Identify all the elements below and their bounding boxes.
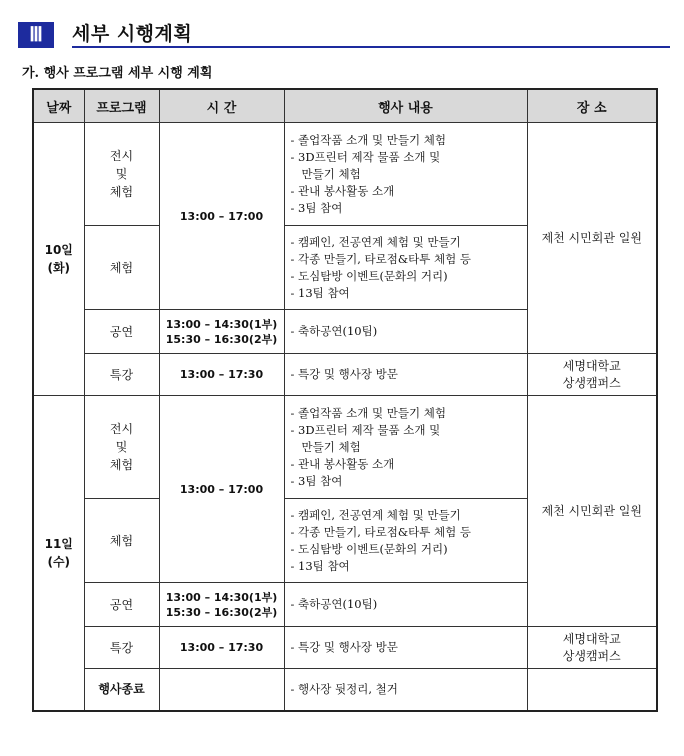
header-date: 날짜 xyxy=(33,89,84,123)
content-line: - 13팀 참여 xyxy=(290,285,350,300)
content-line: - 관내 봉사활동 소개 xyxy=(290,183,395,198)
content-cell xyxy=(284,123,527,226)
time-line: 13:00 – 14:30(1부) xyxy=(165,317,278,331)
program-label: 체험 xyxy=(109,458,134,472)
content-line: - 13팀 참여 xyxy=(290,558,350,573)
content-cell xyxy=(284,583,527,627)
date-weekday: (수) xyxy=(47,554,71,569)
content-cell xyxy=(284,310,527,354)
program-label: 전시 xyxy=(109,149,134,163)
content-line: - 3팀 참여 xyxy=(290,473,343,488)
table-row xyxy=(33,627,657,669)
content-line: - 관내 봉사활동 소개 xyxy=(290,456,395,471)
date-cell xyxy=(33,396,84,711)
program-cell: 체험 xyxy=(84,499,159,583)
place-cell xyxy=(527,354,657,396)
content-cell xyxy=(284,396,527,499)
content-line: - 캠페인, 전공연계 체험 및 만들기 xyxy=(290,507,461,522)
table-row xyxy=(33,123,657,226)
date-day: 11일 xyxy=(44,536,73,551)
table-row xyxy=(33,396,657,499)
program-label: 체험 xyxy=(109,185,134,199)
table-header-row xyxy=(33,89,657,123)
program-cell: 체험 xyxy=(84,226,159,310)
section-number-badge: Ⅲ xyxy=(18,22,54,48)
content-line: - 각종 만들기, 타로점&타투 체험 등 xyxy=(290,251,471,266)
content-line: - 3팀 참여 xyxy=(290,200,343,215)
place-line: 상생캠퍼스 xyxy=(562,648,621,663)
place-cell: 제천 시민회관 일원 xyxy=(527,123,657,354)
time-cell: 13:00 – 17:00 xyxy=(159,123,284,310)
content-line: - 3D프린터 제작 물품 소개 및 xyxy=(290,422,441,437)
program-label: 및 xyxy=(115,440,128,454)
program-label: 전시 xyxy=(109,422,134,436)
content-line: - 졸업작품 소개 및 만들기 체험 xyxy=(290,405,446,420)
content-line: - 3D프린터 제작 물품 소개 및 xyxy=(290,149,441,164)
content-line: - 축하공연(10팀) xyxy=(290,597,378,611)
header-place: 장 소 xyxy=(527,89,657,123)
program-cell: 행사종료 xyxy=(84,669,159,711)
content-line: - 특강 및 행사장 방문 xyxy=(290,640,398,654)
content-cell xyxy=(284,499,527,583)
time-line: 13:00 – 14:30(1부) xyxy=(165,590,278,604)
content-line: - 도심탐방 이벤트(문화의 거리) xyxy=(290,541,448,556)
place-line: 세명대학교 xyxy=(562,631,621,646)
date-cell xyxy=(33,123,84,396)
content-line: - 캠페인, 전공연계 체험 및 만들기 xyxy=(290,234,461,249)
place-cell xyxy=(527,627,657,669)
table-row xyxy=(33,354,657,396)
program-cell xyxy=(84,396,159,499)
content-line: - 도심탐방 이벤트(문화의 거리) xyxy=(290,268,448,283)
content-cell xyxy=(284,226,527,310)
place-cell: 제천 시민회관 일원 xyxy=(527,396,657,627)
time-cell: 13:00 – 17:00 xyxy=(159,396,284,583)
time-line: 15:30 – 16:30(2부) xyxy=(165,605,278,619)
table-row xyxy=(33,669,657,711)
program-label: 및 xyxy=(115,167,128,181)
content-line: 만들기 체험 xyxy=(301,166,361,181)
content-cell xyxy=(284,669,527,711)
program-cell: 특강 xyxy=(84,354,159,396)
header-program: 프로그램 xyxy=(84,89,159,123)
time-line: 15:30 – 16:30(2부) xyxy=(165,332,278,346)
subsection-title: 가. 행사 프로그램 세부 시행 계획 xyxy=(22,66,213,81)
time-cell: 13:00 – 17:30 xyxy=(159,354,284,396)
program-cell: 공연 xyxy=(84,583,159,627)
time-cell xyxy=(159,669,284,711)
content-line: 만들기 체험 xyxy=(301,439,361,454)
header-content: 행사 내용 xyxy=(284,89,527,123)
header-time: 시 간 xyxy=(159,89,284,123)
program-cell xyxy=(84,123,159,226)
program-cell: 공연 xyxy=(84,310,159,354)
section-underline xyxy=(72,46,670,48)
date-day: 10일 xyxy=(44,243,73,257)
content-cell xyxy=(284,354,527,396)
place-line: 세명대학교 xyxy=(562,358,621,373)
time-cell xyxy=(159,310,284,354)
place-line: 상생캠퍼스 xyxy=(562,375,621,390)
content-line: - 특강 및 행사장 방문 xyxy=(290,367,398,381)
schedule-table xyxy=(32,88,658,712)
section-header xyxy=(18,22,650,50)
content-line: - 각종 만들기, 타로점&타투 체험 등 xyxy=(290,524,471,539)
time-cell xyxy=(159,583,284,627)
program-cell: 특강 xyxy=(84,627,159,669)
date-weekday: (화) xyxy=(47,261,71,275)
place-cell xyxy=(527,669,657,711)
content-line: - 축하공연(10팀) xyxy=(290,324,378,338)
time-cell: 13:00 – 17:30 xyxy=(159,627,284,669)
content-line: - 행사장 뒷정리, 철거 xyxy=(290,681,398,696)
content-line: - 졸업작품 소개 및 만들기 체험 xyxy=(290,132,446,147)
section-title: 세부 시행계획 xyxy=(72,23,193,45)
content-cell xyxy=(284,627,527,669)
